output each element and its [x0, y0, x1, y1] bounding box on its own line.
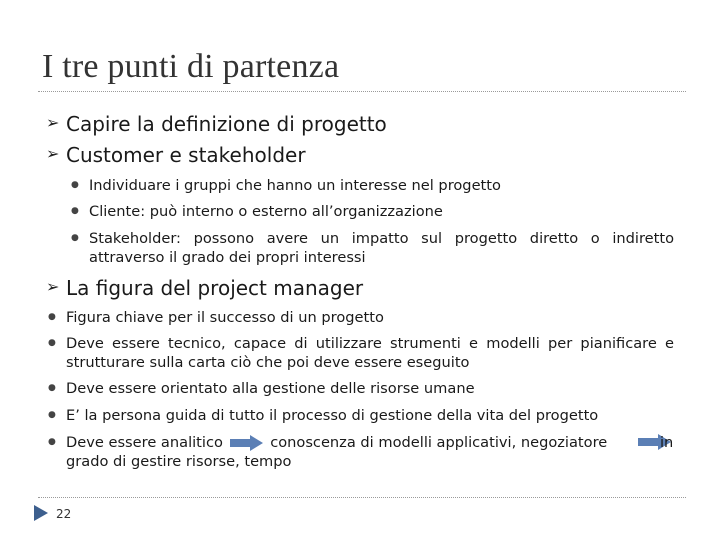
bullet-text: Customer e stakeholder [66, 143, 306, 167]
dot-bullet-icon: ● [71, 233, 79, 243]
bullet-text: Capire la definizione di progetto [66, 112, 387, 136]
corner-triangle-icon [34, 505, 48, 521]
dot-bullet-icon: ● [48, 338, 56, 348]
pm-last-part1: Deve essere analitico [66, 434, 223, 451]
sub-bullet-text: Individuare i gruppi che hanno un interesse nel progetto [89, 177, 501, 194]
dot-bullet-icon: ● [71, 180, 79, 190]
dot-bullet-icon: ● [48, 410, 56, 420]
pm-point-analitico [48, 433, 674, 471]
dot-bullet-icon: ● [48, 312, 56, 322]
pm-point [48, 334, 674, 372]
pm-point-text: E’ la persona guida di tutto il processo di gestione della vita del progetto [66, 407, 599, 424]
sub-bullet [71, 229, 674, 267]
page-number: 22 [56, 507, 72, 521]
pm-point [48, 406, 674, 425]
dot-bullet-icon: ● [71, 206, 79, 216]
arrow-bullet-icon: ➢ [46, 113, 60, 132]
sub-bullet [71, 176, 674, 195]
pm-point [48, 308, 674, 327]
sub-bullet [71, 202, 674, 221]
pm-point-text: Deve essere tecnico, capace di utilizzare strumenti e modelli per pianificare e strutturare sulla carta ciò che poi deve essere eseguito [66, 335, 674, 371]
pm-point-text: Figura chiave per il successo di un progetto [66, 309, 384, 326]
slide-title: I tre punti di partenza [42, 48, 340, 85]
sub-bullet-text: Cliente: può interno o esterno all’organizzazione [89, 203, 443, 220]
pm-last-part2: conoscenza di modelli applicativi, negoziatore [270, 434, 608, 451]
pm-point [48, 379, 674, 398]
title-separator [38, 91, 686, 92]
bullet-text: La figura del project manager [66, 276, 364, 300]
footer-separator [38, 497, 686, 498]
dot-bullet-icon: ● [48, 383, 56, 393]
pm-last-part3: grado di gestire risorse, tempo [66, 453, 292, 470]
page-number-area [34, 505, 94, 525]
dot-bullet-icon: ● [48, 437, 56, 447]
arrow-bullet-icon: ➢ [46, 277, 60, 296]
right-arrow-icon [230, 435, 264, 451]
pm-point-text: Deve essere orientato alla gestione delle risorse umane [66, 380, 475, 397]
sub-bullet-text: Stakeholder: possono avere un impatto sul progetto diretto o indiretto attraverso il grado dei propri interessi [89, 230, 674, 266]
pm-last-in: in [660, 434, 674, 451]
arrow-bullet-icon: ➢ [46, 144, 60, 163]
